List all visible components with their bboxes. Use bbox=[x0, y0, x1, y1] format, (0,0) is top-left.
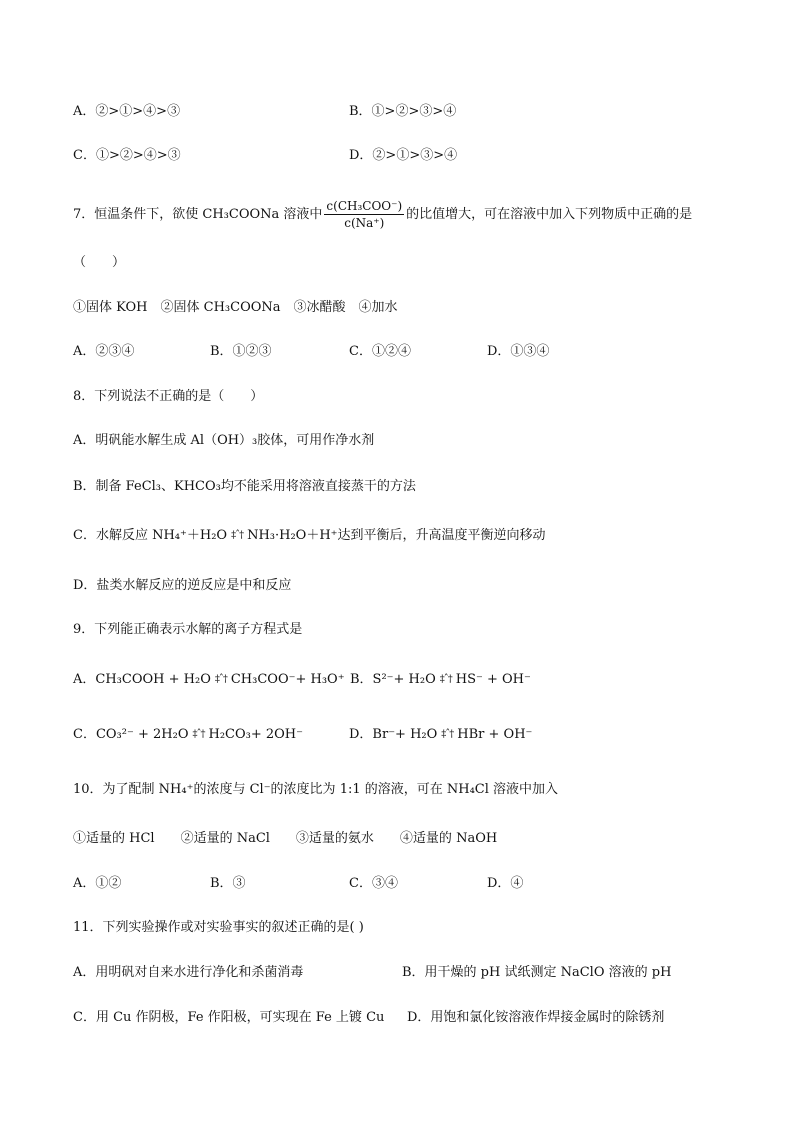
q10-stem: 10．为了配制 NH₄⁺的浓度与 Cl⁻的浓度比为 1:1 的溶液，可在 NH₄Cl 溶液中加入 bbox=[73, 782, 559, 797]
q7-fraction-denominator: c(Na⁺) bbox=[344, 216, 385, 230]
q6-option-b: B．①>②>③>④ bbox=[349, 104, 457, 119]
q9-option-c-pre: C．CO₃²⁻ + 2H₂O bbox=[73, 727, 189, 742]
reversible-arrow-icon: ‡ˆ† bbox=[192, 728, 205, 740]
q6-option-d: D．②>①>③>④ bbox=[349, 148, 458, 163]
reversible-arrow-icon: ‡ˆ† bbox=[231, 529, 244, 541]
q9-option-d-post: HBr + OH⁻ bbox=[457, 727, 533, 742]
q9-option-c bbox=[73, 727, 303, 743]
q8-option-c-pre: C．水解反应 NH₄⁺＋H₂O bbox=[73, 528, 228, 543]
q10-option-a: A．①② bbox=[73, 876, 122, 891]
q8-option-d: D．盐类水解反应的逆反应是中和反应 bbox=[73, 578, 292, 593]
q7-option-a: A．②③④ bbox=[73, 344, 135, 359]
q9-option-d-pre: D．Br⁻+ H₂O bbox=[349, 727, 438, 742]
reversible-arrow-icon: ‡ˆ† bbox=[439, 673, 452, 685]
q11-option-a: A．用明矾对自来水进行净化和杀菌消毒 bbox=[73, 965, 304, 980]
q9-option-b-post: HS⁻ + OH⁻ bbox=[455, 672, 531, 687]
q9-option-b bbox=[350, 672, 531, 688]
q7-answer-paren: （ ） bbox=[73, 255, 126, 270]
q9-stem: 9．下列能正确表示水解的离子方程式是 bbox=[73, 622, 303, 637]
q7-stem-pre: 7．恒温条件下，欲使 CH₃COONa 溶液中 bbox=[73, 207, 323, 222]
q11-stem: 11．下列实验操作或对实验事实的叙述正确的是( ) bbox=[73, 920, 364, 935]
q7-option-b: B．①②③ bbox=[210, 344, 272, 359]
q11-option-d: D．用饱和氯化铵溶液作焊接金属时的除锈剂 bbox=[407, 1010, 665, 1025]
q9-option-a-pre: A．CH₃COOH + H₂O bbox=[73, 672, 211, 687]
reversible-arrow-icon: ‡ˆ† bbox=[214, 673, 227, 685]
q7-items: ①固体 KOH ②固体 CH₃COONa ③冰醋酸 ④加水 bbox=[73, 300, 398, 315]
q9-option-d bbox=[349, 727, 532, 743]
q6-option-a: A．②>①>④>③ bbox=[73, 104, 181, 119]
q8-option-a: A．明矾能水解生成 Al（OH）₃胶体，可用作净水剂 bbox=[73, 433, 375, 448]
q9-option-a-post: CH₃COO⁻+ H₃O⁺ bbox=[230, 672, 345, 687]
q9-option-b-pre: B．S²⁻+ H₂O bbox=[350, 672, 436, 687]
q7-fraction bbox=[324, 198, 404, 231]
q7-stem-post: 的比值增大，可在溶液中加入下列物质中正确的是 bbox=[406, 207, 693, 222]
q8-option-c-post: NH₃·H₂O＋H⁺达到平衡后，升高温度平衡逆向移动 bbox=[247, 528, 546, 543]
q8-option-c bbox=[73, 528, 546, 544]
q8-option-b: B．制备 FeCl₃、KHCO₃均不能采用将溶液直接蒸干的方法 bbox=[73, 479, 416, 494]
q7-option-d: D．①③④ bbox=[487, 344, 550, 359]
q10-option-d: D．④ bbox=[487, 876, 524, 891]
q11-option-c: C．用 Cu 作阴极，Fe 作阳极，可实现在 Fe 上镀 Cu bbox=[73, 1010, 385, 1025]
q7-option-c: C．①②④ bbox=[349, 344, 411, 359]
reversible-arrow-icon: ‡ˆ† bbox=[441, 728, 454, 740]
q9-option-c-post: H₂CO₃+ 2OH⁻ bbox=[208, 727, 304, 742]
q8-stem: 8．下列说法不正确的是（ ） bbox=[73, 389, 264, 404]
q11-option-b: B．用干燥的 pH 试纸测定 NaClO 溶液的 pH bbox=[402, 965, 672, 980]
q10-items: ①适量的 HCl ②适量的 NaCl ③适量的氨水 ④适量的 NaOH bbox=[73, 831, 498, 846]
q10-option-b: B．③ bbox=[210, 876, 246, 891]
q7-stem bbox=[73, 198, 692, 232]
q7-fraction-numerator: c(CH₃COO⁻) bbox=[326, 199, 403, 213]
q6-option-c: C．①>②>④>③ bbox=[73, 148, 181, 163]
q9-option-a bbox=[73, 672, 345, 688]
q10-option-c: C．③④ bbox=[349, 876, 398, 891]
